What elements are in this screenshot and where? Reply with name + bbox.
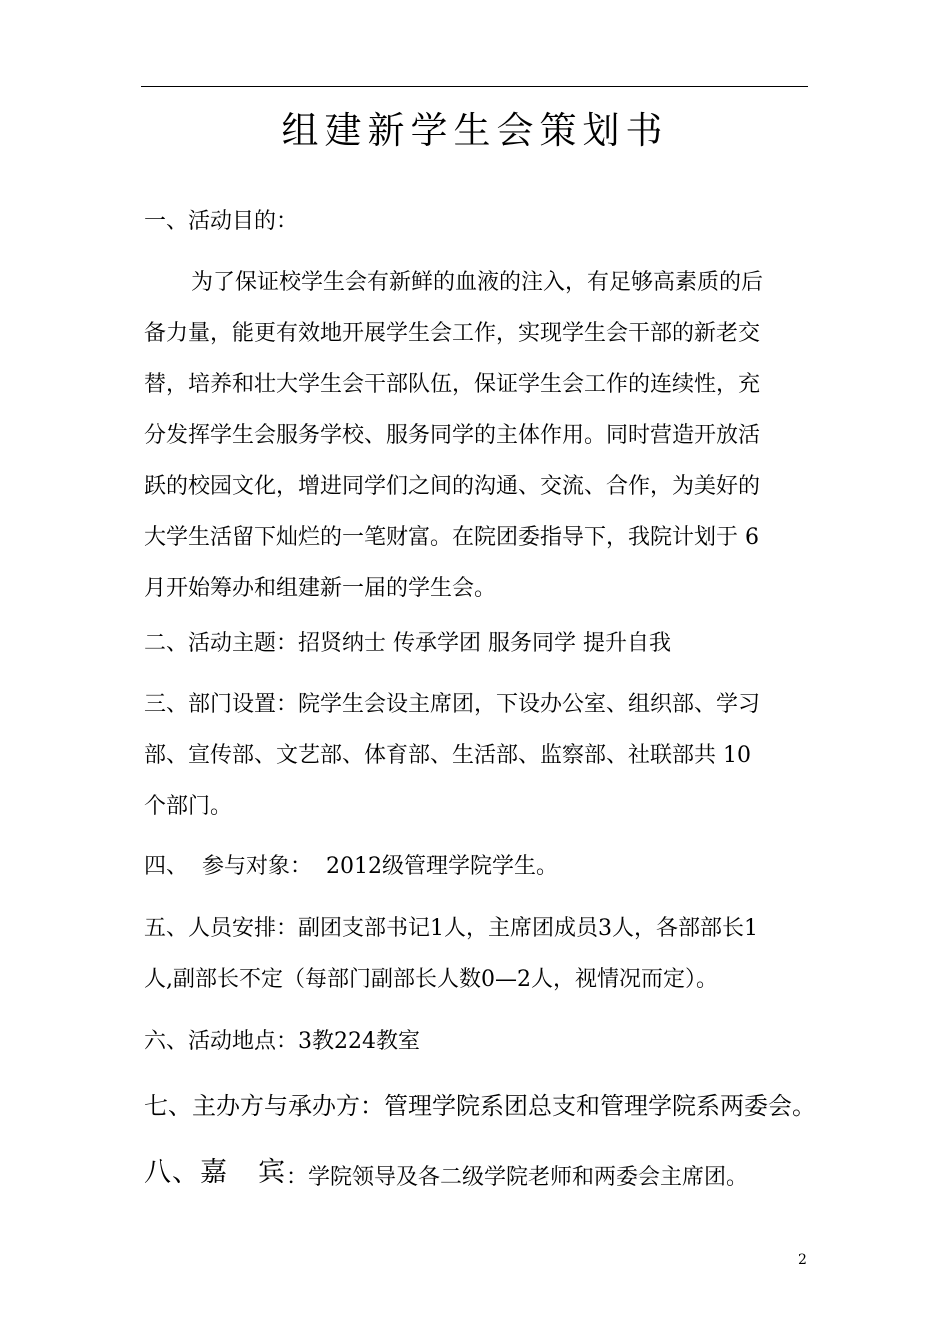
section-8-guests (144, 1150, 812, 1189)
section-5-staffing (144, 917, 812, 1019)
header-rule (141, 86, 808, 87)
section-3-departments (144, 693, 812, 846)
section-4-participants: 四、 参与对象： 2012级管理学院学生。 (144, 854, 558, 879)
body-line: 部、宣传部、文艺部、体育部、生活部、监察部、社联部共 10 (144, 743, 751, 768)
guests-label-part-2: 宾 (258, 1157, 286, 1188)
page-number: 2 (798, 1252, 807, 1268)
body-line: 跃的校园文化，增进同学们之间的沟通、交流、合作，为美好的 (144, 474, 761, 499)
page-title: 组建新学生会策划书 (281, 109, 669, 152)
body-line: 大学生活留下灿烂的一笔财富。在院团委指导下，我院计划于 6 (144, 525, 759, 550)
section-2-theme: 二、活动主题：招贤纳士 传承学团 服务同学 提升自我 (144, 631, 671, 656)
body-line: 替，培养和壮大学生会干部队伍，保证学生会工作的连续性，充 (144, 372, 761, 397)
guests-label-part-1: 八、嘉 (144, 1157, 228, 1188)
section-7-organizers: 七、主办方与承办方：管理学院系团总支和管理学院系两委会。 (144, 1092, 816, 1120)
section-1-heading: 一、活动目的： (144, 209, 299, 234)
body-line: 分发挥学生会服务学校、服务同学的主体作用。同时营造开放活 (144, 423, 761, 448)
section-6-location: 六、活动地点：3教224教室 (144, 1029, 420, 1054)
body-line: 为了保证校学生会有新鲜的血液的注入，有足够高素质的后 (191, 270, 764, 295)
section-1-body (144, 271, 812, 628)
body-line: 人,副部长不定（每部门副部长人数0—2人，视情况而定）。 (144, 967, 718, 992)
body-line: 个部门。 (144, 794, 233, 819)
body-line: 三、部门设置：院学生会设主席团，下设办公室、组织部、学习 (144, 692, 761, 717)
body-line: 备力量，能更有效地开展学生会工作，实现学生会干部的新老交 (144, 321, 761, 346)
body-line: 五、人员安排：副团支部书记1人，主席团成员3人，各部部长1 (144, 916, 758, 941)
guests-value: ：学院领导及各二级学院老师和两委会主席团。 (286, 1165, 749, 1190)
body-line: 月开始筹办和组建新一届的学生会。 (144, 576, 497, 601)
